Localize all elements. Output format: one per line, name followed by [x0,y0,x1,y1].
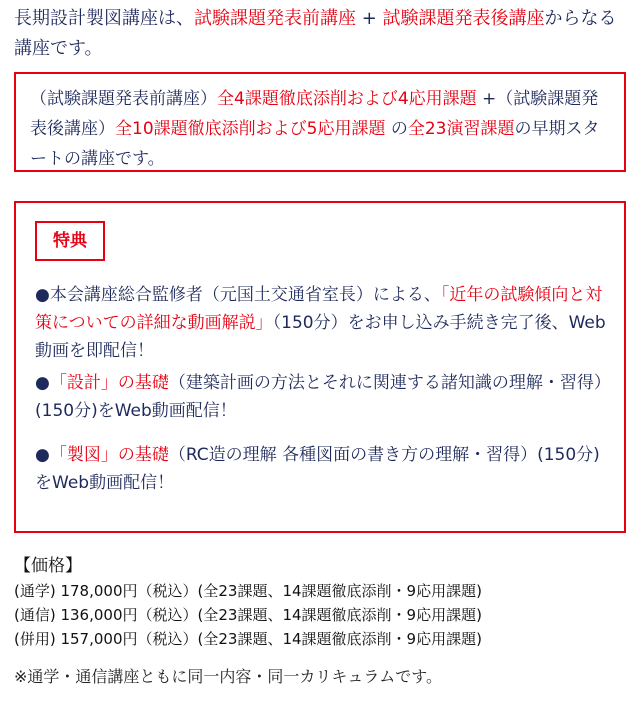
benefit-highlight-3: 「製図」の基礎 [49,445,169,465]
summary-text-1: （試験課題発表前講座） [30,89,217,109]
intro-course-before: 試験課題発表前講座 [194,8,356,29]
price-row-combined: (併用) 157,000円（税込）(全23課題、14課題徹底添削・9応用課題) [14,630,482,648]
benefit-highlight-2: 「設計」の基礎 [49,373,169,393]
summary-highlight-1: 全4課題徹底添削および4応用課題 [217,89,477,109]
summary-text-3: の [385,119,408,139]
price-row-correspondence: (通信) 136,000円（税込）(全23課題、14課題徹底添削・9応用課題) [14,606,482,624]
price-section [14,553,630,651]
summary-highlight-2: 全10課題徹底添削および5応用課題 [115,119,386,139]
intro-text-2: からなる講座です。 [14,8,617,59]
footnote: ※通学・通信講座ともに同一内容・同一カリキュラムです。 [14,667,442,686]
benefit-item-drafting-basics [35,441,615,497]
summary-text-2: +（試験課題発表後講座） [30,89,599,139]
benefits-box [14,201,626,533]
benefit-highlight-1: 「近年の試験傾向と対策についての詳細な動画解説」 [35,285,603,333]
intro-text-1: 長期設計製図講座は、 [14,8,194,29]
benefit-text-3: （建築計画の方法とそれに関連する諸知識の理解・習得）(150分)をWeb動画配信！ [35,373,611,421]
summary-text-4: の早期スタートの講座です。 [30,119,600,169]
summary-highlight-3: 全23演習課題 [407,119,515,139]
benefit-item-video-commentary [35,281,615,365]
bullet-icon: ● [35,373,50,393]
bullet-icon: ● [35,285,50,305]
benefit-text-2: （150分）をお申し込み手続き完了後、Web動画を即配信！ [35,313,606,361]
benefit-item-design-basics [35,369,615,425]
intro-course-after: 試験課題発表後講座 [382,8,545,29]
price-row-commute: (通学) 178,000円（税込）(全23課題、14課題徹底添削・9応用課題) [14,582,482,600]
price-header: 【価格】 [14,556,82,576]
benefits-badge: 特典 [35,221,105,261]
intro-plus: + [356,8,383,29]
benefit-text-1: 本会講座総合監修者（元国土交通省室長）による、 [49,285,441,305]
bullet-icon: ● [35,445,50,465]
course-summary-box [14,72,626,172]
intro-paragraph [14,4,630,64]
benefit-text-4: （RC造の理解 各種図面の書き方の理解・習得）(150分)をWeb動画配信！ [35,445,600,493]
